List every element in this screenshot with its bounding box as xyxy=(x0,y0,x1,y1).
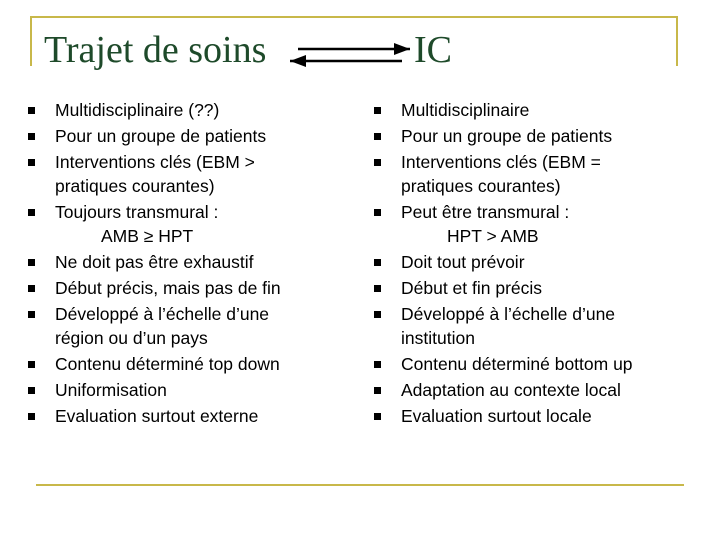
frame-top-rule xyxy=(30,16,678,18)
square-bullet-icon xyxy=(28,209,35,216)
list-item xyxy=(28,200,348,248)
square-bullet-icon xyxy=(28,133,35,140)
list-item-text: Interventions clés (EBM = xyxy=(401,152,601,172)
list-item xyxy=(374,352,694,376)
list-item-text: Evaluation surtout locale xyxy=(401,406,592,426)
frame-left-rule xyxy=(30,16,32,66)
square-bullet-icon xyxy=(374,361,381,368)
list-item xyxy=(374,200,694,248)
square-bullet-icon xyxy=(374,259,381,266)
square-bullet-icon xyxy=(28,387,35,394)
square-bullet-icon xyxy=(28,285,35,292)
list-item-text: Contenu déterminé bottom up xyxy=(401,354,633,374)
list-item xyxy=(28,404,348,428)
double-arrow-icon xyxy=(286,40,414,70)
list-item xyxy=(28,250,348,274)
square-bullet-icon xyxy=(28,259,35,266)
square-bullet-icon xyxy=(28,107,35,114)
square-bullet-icon xyxy=(28,361,35,368)
list-item-text: Adaptation au contexte local xyxy=(401,380,621,400)
list-item-text: Multidisciplinaire (??) xyxy=(55,100,220,120)
square-bullet-icon xyxy=(28,311,35,318)
list-item-text: Début et fin précis xyxy=(401,278,543,298)
list-item xyxy=(28,302,348,350)
list-item xyxy=(374,250,694,274)
frame-bottom-rule xyxy=(36,484,684,486)
square-bullet-icon xyxy=(374,107,381,114)
list-item-text: Ne doit pas être exhaustif xyxy=(55,252,254,272)
list-item xyxy=(374,302,694,350)
list-item-text: pratiques courantes) xyxy=(55,176,215,196)
square-bullet-icon xyxy=(374,311,381,318)
list-item-text: pratiques courantes) xyxy=(401,176,561,196)
square-bullet-icon xyxy=(374,413,381,420)
list-item-text: Pour un groupe de patients xyxy=(401,126,613,146)
square-bullet-icon xyxy=(374,133,381,140)
square-bullet-icon xyxy=(28,159,35,166)
list-item-text: Début précis, mais pas de fin xyxy=(55,278,281,298)
title-trajet-de-soins: Trajet de soins xyxy=(44,29,267,71)
right-column xyxy=(374,98,694,430)
list-item-text: Pour un groupe de patients xyxy=(55,126,267,146)
square-bullet-icon xyxy=(374,209,381,216)
square-bullet-icon xyxy=(374,159,381,166)
list-item-text: Doit tout prévoir xyxy=(401,252,525,272)
list-item xyxy=(374,378,694,402)
square-bullet-icon xyxy=(374,387,381,394)
list-item-text: Interventions clés (EBM > xyxy=(55,152,255,172)
list-item xyxy=(28,98,348,122)
list-item-text: Uniformisation xyxy=(55,380,167,400)
list-item-text: région ou d’un pays xyxy=(55,328,208,348)
list-item-text: Peut être transmural : xyxy=(401,202,570,222)
title-ic: IC xyxy=(414,29,452,71)
square-bullet-icon xyxy=(374,285,381,292)
list-item-text: Développé à l’échelle d’une xyxy=(55,304,270,324)
list-item-text: Contenu déterminé top down xyxy=(55,354,280,374)
list-item xyxy=(374,404,694,428)
frame-right-rule xyxy=(676,16,678,66)
list-item xyxy=(28,378,348,402)
list-item xyxy=(28,150,348,198)
list-item xyxy=(28,352,348,376)
list-item-text: HPT > AMB xyxy=(447,226,539,246)
list-item xyxy=(28,124,348,148)
list-item-text: AMB ≥ HPT xyxy=(101,226,194,246)
ic-list xyxy=(374,98,694,428)
list-item xyxy=(374,124,694,148)
list-item-text: institution xyxy=(401,328,475,348)
list-item-text: Toujours transmural : xyxy=(55,202,219,222)
list-item-text: Multidisciplinaire xyxy=(401,100,530,120)
list-item xyxy=(374,98,694,122)
trajet-de-soins-list xyxy=(28,98,348,428)
list-item-text: Evaluation surtout externe xyxy=(55,406,259,426)
list-item-text: Développé à l’échelle d’une xyxy=(401,304,616,324)
square-bullet-icon xyxy=(28,413,35,420)
list-item xyxy=(374,276,694,300)
left-column xyxy=(28,98,348,430)
list-item xyxy=(374,150,694,198)
list-item xyxy=(28,276,348,300)
